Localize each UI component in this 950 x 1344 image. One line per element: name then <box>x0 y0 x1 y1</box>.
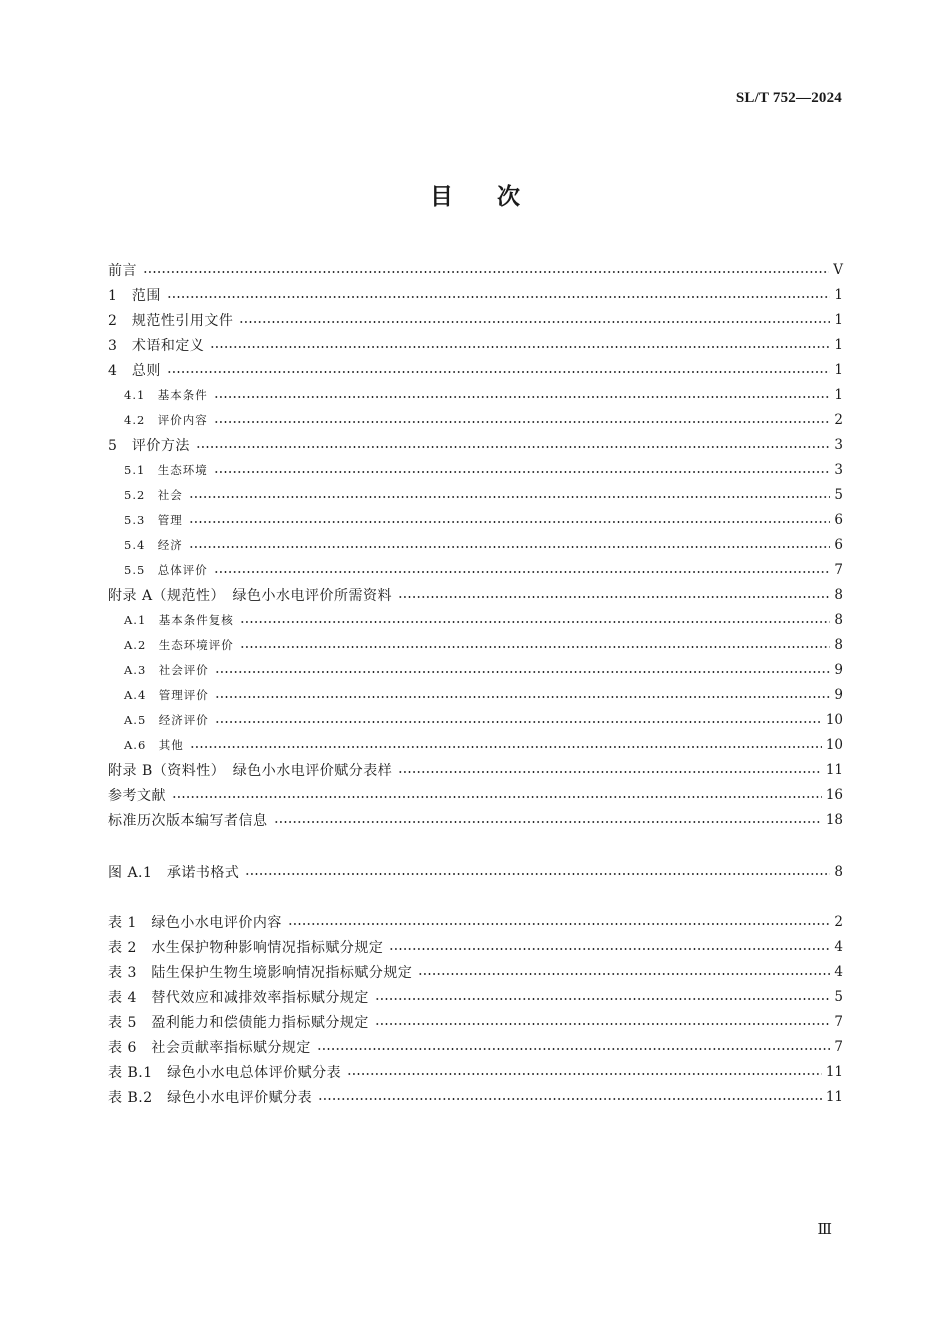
toc-entry-label: A.2 生态环境评价 <box>124 638 234 652</box>
toc-entry[interactable] <box>108 585 843 605</box>
toc-entry[interactable] <box>108 610 843 630</box>
dot-leader <box>167 296 830 298</box>
toc-entry-label: 4.1 基本条件 <box>124 388 208 402</box>
toc-entry-page-number: 9 <box>834 662 843 678</box>
figure-entry[interactable] <box>108 862 843 882</box>
toc-entry-label: 参考文献 <box>108 788 166 804</box>
toc-entry-page-number: 1 <box>834 312 843 328</box>
toc-entry-page-number: 10 <box>825 737 843 753</box>
toc-entry-page-number: 3 <box>834 462 843 478</box>
dot-leader <box>245 873 830 875</box>
toc-entry[interactable] <box>108 535 843 555</box>
toc-entry-label: 4.2 评价内容 <box>124 413 208 427</box>
toc-entry[interactable] <box>108 635 843 655</box>
toc-entry-label: A.3 社会评价 <box>124 663 209 677</box>
table-entry[interactable] <box>108 962 843 982</box>
table-entry-page-number: 7 <box>834 1039 843 1055</box>
dot-leader <box>214 471 831 473</box>
toc-entry-label: 附录 A（规范性） 绿色小水电评价所需资料 <box>108 588 393 604</box>
table-entry-page-number: 4 <box>834 939 843 955</box>
toc-entry-label: 1 范围 <box>108 288 161 304</box>
dot-leader <box>418 973 830 975</box>
toc-entry-label: 3 术语和定义 <box>108 338 205 354</box>
toc-entry-page-number: 10 <box>825 712 843 728</box>
dot-leader <box>215 696 831 698</box>
title-right: 次 <box>497 184 520 210</box>
dot-leader <box>189 521 831 523</box>
toc-entry-page-number: 1 <box>834 337 843 353</box>
toc-entry[interactable] <box>108 735 843 755</box>
toc-entry-label: 5.1 生态环境 <box>124 463 208 477</box>
toc-entry-label: A.1 基本条件复核 <box>124 613 234 627</box>
toc-entry[interactable] <box>108 560 843 580</box>
dot-leader <box>214 421 831 423</box>
toc-entry[interactable] <box>108 685 843 705</box>
toc-entry[interactable] <box>108 460 843 480</box>
dot-leader <box>274 821 822 823</box>
toc-entry[interactable] <box>108 310 843 330</box>
dot-leader <box>375 1023 831 1025</box>
dot-leader <box>190 746 822 748</box>
toc-entry[interactable] <box>108 710 843 730</box>
toc-entry-label: 5.5 总体评价 <box>124 563 208 577</box>
dot-leader <box>189 546 831 548</box>
toc-entry[interactable] <box>108 760 843 780</box>
table-entry[interactable] <box>108 1037 843 1057</box>
table-entry-label: 表 3 陆生保护生物生境影响情况指标赋分规定 <box>108 965 413 981</box>
table-entry-label: 表 6 社会贡献率指标赋分规定 <box>108 1040 311 1056</box>
toc-entry[interactable] <box>108 385 843 405</box>
toc-entry-label: A.4 管理评价 <box>124 688 209 702</box>
table-entry-label: 表 2 水生保护物种影响情况指标赋分规定 <box>108 940 384 956</box>
dot-leader <box>167 371 830 373</box>
table-entry-label: 表 4 替代效应和减排效率指标赋分规定 <box>108 990 369 1006</box>
toc-entry-page-number: 5 <box>834 487 843 503</box>
toc-entry-label: A.6 其他 <box>124 738 184 752</box>
dot-leader <box>318 1098 822 1100</box>
table-entry-label: 表 B.1 绿色小水电总体评价赋分表 <box>108 1065 342 1081</box>
table-entry[interactable] <box>108 1062 843 1082</box>
table-entry[interactable] <box>108 912 843 932</box>
toc-entry-page-number: 7 <box>834 562 843 578</box>
table-entry-page-number: 5 <box>834 989 843 1005</box>
dot-leader <box>172 796 822 798</box>
toc-entry-label: 5.4 经济 <box>124 538 183 552</box>
toc-entry-label: 2 规范性引用文件 <box>108 313 234 329</box>
dot-leader <box>389 948 830 950</box>
toc-entry-label: 5 评价方法 <box>108 438 190 454</box>
dot-leader <box>210 346 830 348</box>
dot-leader <box>239 321 830 323</box>
table-entry-page-number: 4 <box>834 964 843 980</box>
toc-entry-page-number: 16 <box>825 787 843 803</box>
toc-entry[interactable] <box>108 360 843 380</box>
toc-entry-page-number: 8 <box>834 612 843 628</box>
dot-leader <box>215 721 822 723</box>
toc-entry-page-number: 1 <box>834 287 843 303</box>
toc-entry-page-number: 6 <box>834 512 843 528</box>
dot-leader <box>240 646 831 648</box>
toc-entry-page-number: 11 <box>825 762 843 778</box>
page-number: Ⅲ <box>817 1222 832 1238</box>
table-entry[interactable] <box>108 1087 843 1107</box>
page-title <box>0 178 950 211</box>
toc-entry-page-number: 9 <box>834 687 843 703</box>
toc-entry-page-number: 6 <box>834 537 843 553</box>
toc-entry[interactable] <box>108 485 843 505</box>
toc-entry-page-number: 18 <box>825 812 843 828</box>
table-entry-label: 表 1 绿色小水电评价内容 <box>108 915 282 931</box>
dot-leader <box>347 1073 822 1075</box>
toc-entry-label: 5.2 社会 <box>124 488 183 502</box>
dot-leader <box>189 496 831 498</box>
toc-entry-label: 附录 B（资料性） 绿色小水电评价赋分表样 <box>108 763 393 779</box>
toc-entry[interactable] <box>108 435 843 455</box>
table-entry-page-number: 11 <box>825 1089 843 1105</box>
dot-leader <box>375 998 831 1000</box>
standard-code: SL/T 752—2024 <box>735 90 842 106</box>
toc-entry-page-number: 1 <box>834 387 843 403</box>
table-entry-page-number: 11 <box>825 1064 843 1080</box>
table-entry-page-number: 7 <box>834 1014 843 1030</box>
title-left: 目 <box>430 184 453 210</box>
dot-leader <box>196 446 830 448</box>
toc-entry[interactable] <box>108 660 843 680</box>
dot-leader <box>240 621 831 623</box>
toc-entry[interactable] <box>108 260 843 280</box>
toc-entry[interactable] <box>108 335 843 355</box>
dot-leader <box>317 1048 831 1050</box>
toc-entry-page-number: 8 <box>834 587 843 603</box>
toc-entry-label: 前言 <box>108 263 137 279</box>
table-entry-label: 表 5 盈利能力和偿债能力指标赋分规定 <box>108 1015 369 1031</box>
figure-entry-label: 图 A.1 承诺书格式 <box>108 865 240 881</box>
toc-entry-label: 标准历次版本编写者信息 <box>108 813 268 829</box>
dot-leader <box>288 923 831 925</box>
toc-entry[interactable] <box>108 785 843 805</box>
toc-entry-label: 5.3 管理 <box>124 513 183 527</box>
dot-leader <box>398 596 830 598</box>
table-entry[interactable] <box>108 1012 843 1032</box>
table-entry-label: 表 B.2 绿色小水电评价赋分表 <box>108 1090 313 1106</box>
toc-entry[interactable] <box>108 285 843 305</box>
toc-entry-page-number: V <box>833 262 843 278</box>
dot-leader <box>214 396 831 398</box>
figure-entry-page-number: 8 <box>834 864 843 880</box>
table-entry[interactable] <box>108 937 843 957</box>
toc-entry-page-number: 2 <box>834 412 843 428</box>
table-entry-page-number: 2 <box>834 914 843 930</box>
dot-leader <box>398 771 822 773</box>
dot-leader <box>214 571 831 573</box>
toc-entry[interactable] <box>108 410 843 430</box>
dot-leader <box>215 671 831 673</box>
table-entry[interactable] <box>108 987 843 1007</box>
toc-entry-label: A.5 经济评价 <box>124 713 209 727</box>
toc-entry-page-number: 8 <box>834 637 843 653</box>
toc-entry[interactable] <box>108 810 843 830</box>
toc-entry-page-number: 3 <box>834 437 843 453</box>
dot-leader <box>143 271 829 273</box>
toc-entry[interactable] <box>108 510 843 530</box>
toc-entry-label: 4 总则 <box>108 363 161 379</box>
toc-entry-page-number: 1 <box>834 362 843 378</box>
